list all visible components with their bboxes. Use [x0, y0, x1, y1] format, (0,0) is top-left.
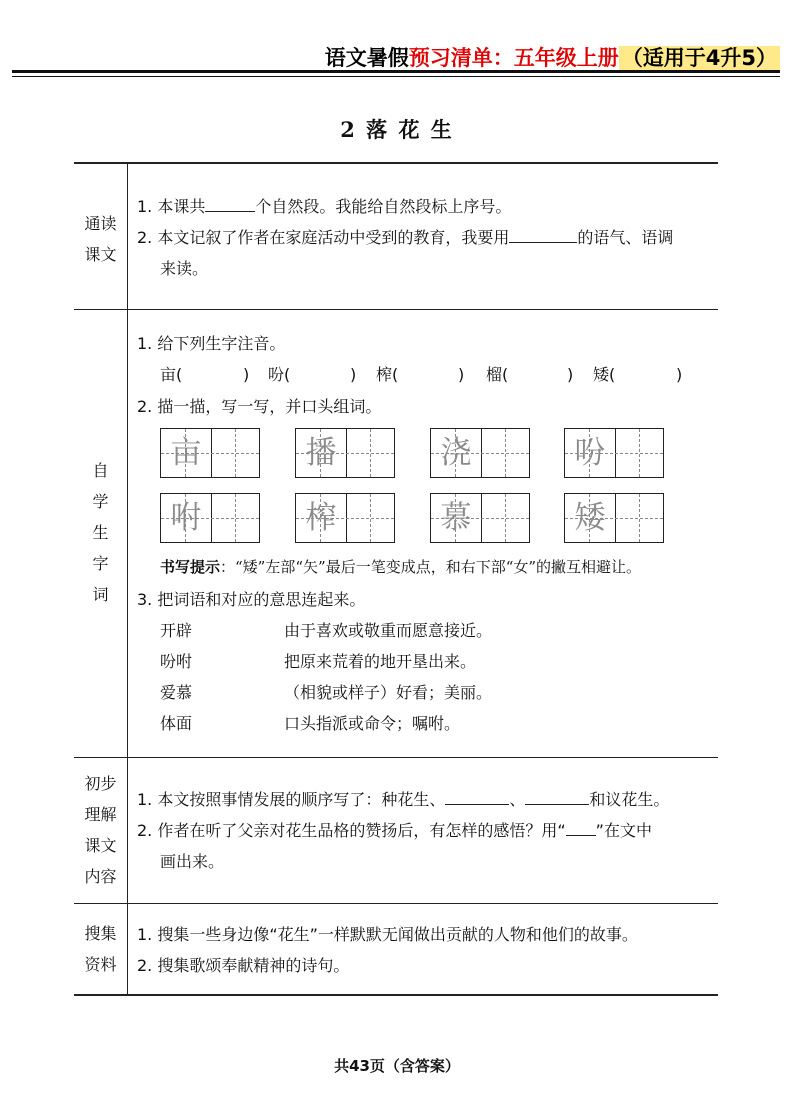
- trace-character: 浇: [440, 435, 472, 471]
- writing-box[interactable]: [160, 493, 260, 543]
- s2-q2: 2. 描一描，写一写，并口头组词。: [137, 397, 382, 416]
- s3-text: 和议花生。: [589, 790, 670, 809]
- pinyin-item[interactable]: [268, 359, 290, 390]
- answer-blank[interactable]: [525, 786, 589, 805]
- header-title: [325, 42, 780, 72]
- table-bottom-rule: [74, 994, 718, 996]
- pinyin-close: ): [243, 365, 250, 384]
- match-left-item[interactable]: 爱慕: [160, 683, 193, 702]
- s1-line-3: 来读。: [160, 259, 209, 278]
- match-left-item[interactable]: 开辟: [160, 621, 193, 640]
- header-rule-thin: [12, 76, 780, 77]
- trace-character: 播: [305, 435, 337, 471]
- writing-box[interactable]: [564, 493, 664, 543]
- label-line: 生: [92, 523, 109, 542]
- trace-character: 慕: [440, 500, 472, 536]
- label-line: 课文: [84, 836, 117, 855]
- header-part-1: 语文暑假: [324, 46, 409, 70]
- tip-text: ：“矮”左部“矢”最后一笔变成点，和右下部“女”的撇互相避让。: [220, 558, 642, 576]
- label-line: 理解: [84, 805, 117, 824]
- s4-line-2: 2. 搜集歌颂奉献精神的诗句。: [137, 956, 350, 975]
- pinyin-item[interactable]: [160, 359, 182, 390]
- s1-line-2: [137, 222, 673, 253]
- s1-text: 个自然段。我能给自然段标上序号。: [255, 197, 512, 216]
- pinyin-close: ): [458, 365, 465, 384]
- writing-box[interactable]: [564, 428, 664, 478]
- header-part-3: （适用于4升5）: [619, 46, 780, 70]
- label-line: 通读: [84, 214, 117, 233]
- trace-character: 榨: [305, 500, 337, 536]
- section-label-understand: [74, 768, 127, 892]
- writing-box[interactable]: [160, 428, 260, 478]
- pinyin-close: ): [676, 365, 683, 384]
- writing-box[interactable]: [295, 493, 395, 543]
- table-top-rule: [74, 162, 718, 164]
- match-right-item[interactable]: 把原来荒着的地开垦出来。: [284, 652, 477, 671]
- lesson-title: 2 落 花 生: [340, 117, 454, 142]
- trace-character: 矮: [574, 500, 606, 536]
- pinyin-char: 榨(: [376, 365, 399, 384]
- s4-line-1: 1. 搜集一些身边像“花生”一样默默无闻做出贡献的人物和他们的故事。: [137, 925, 638, 944]
- s3-line-3: 画出来。: [160, 852, 225, 871]
- pinyin-char: 亩(: [160, 365, 183, 384]
- answer-blank[interactable]: [205, 193, 255, 212]
- writing-box[interactable]: [430, 493, 530, 543]
- label-line: 自: [92, 461, 109, 480]
- pinyin-close: ): [350, 365, 357, 384]
- pinyin-char: 矮(: [593, 365, 616, 384]
- label-line: 课文: [84, 245, 117, 264]
- s2-q3: 3. 把词语和对应的意思连起来。: [137, 590, 366, 609]
- s1-text: 2. 本文记叙了作者在家庭活动中受到的教育，我要用: [137, 228, 510, 247]
- s2-q1: 1. 给下列生字注音。: [137, 334, 286, 353]
- page-footer: 共43页（含答案）: [334, 1057, 460, 1075]
- header-rule-thick: [12, 70, 780, 73]
- writing-box[interactable]: [295, 428, 395, 478]
- table-column-divider: [127, 163, 128, 995]
- section-label-collect: [74, 918, 127, 980]
- label-line: 词: [92, 585, 109, 604]
- s3-text: 1. 本文按照事情发展的顺序写了：种花生、: [137, 790, 446, 809]
- trace-character: 吩: [574, 435, 606, 471]
- label-line: 资料: [84, 955, 117, 974]
- section-label-vocab: [74, 455, 127, 610]
- label-line: 学: [92, 492, 109, 511]
- section-label-read: [74, 208, 127, 270]
- pinyin-char: 吩(: [268, 365, 291, 384]
- table-rule-2: [74, 757, 718, 758]
- match-left-item[interactable]: 体面: [160, 714, 193, 733]
- answer-blank[interactable]: [445, 786, 509, 805]
- tip-key: 书写提示: [160, 558, 221, 576]
- pinyin-item[interactable]: [593, 359, 615, 390]
- pinyin-close: ): [567, 365, 574, 384]
- label-line: 搜集: [84, 924, 117, 943]
- writing-box[interactable]: [430, 428, 530, 478]
- s3-line-2: [137, 815, 652, 846]
- s1-text: 1. 本课共: [137, 197, 206, 216]
- writing-tip: [160, 552, 641, 583]
- trace-character: 亩: [170, 435, 202, 471]
- s1-line-1: [137, 191, 511, 222]
- label-line: 内容: [84, 867, 117, 886]
- s3-text: 2. 作者在听了父亲对花生品格的赞扬后，有怎样的感悟？用“: [137, 821, 566, 840]
- header-part-2: 预习清单：五年级上册: [408, 46, 619, 70]
- s3-text: 、: [509, 790, 526, 809]
- match-left-item[interactable]: 吩咐: [160, 652, 193, 671]
- label-line: 初步: [84, 774, 117, 793]
- table-rule-1: [74, 309, 718, 310]
- s3-text: ”在文中: [595, 821, 652, 840]
- pinyin-item[interactable]: [376, 359, 398, 390]
- match-right-item[interactable]: 由于喜欢或敬重而愿意接近。: [284, 621, 493, 640]
- trace-character: 咐: [170, 500, 202, 536]
- table-rule-3: [74, 903, 718, 904]
- s3-line-1: [137, 784, 669, 815]
- match-right-item[interactable]: 口头指派或命令；嘱咐。: [284, 714, 461, 733]
- answer-blank[interactable]: [509, 224, 577, 243]
- label-line: 字: [92, 554, 109, 573]
- match-right-item[interactable]: （相貌或样子）好看；美丽。: [284, 683, 493, 702]
- s1-text: 的语气、语调: [577, 228, 674, 247]
- pinyin-item[interactable]: [486, 359, 508, 390]
- pinyin-char: 榴(: [486, 365, 509, 384]
- underline-sample: [566, 817, 596, 836]
